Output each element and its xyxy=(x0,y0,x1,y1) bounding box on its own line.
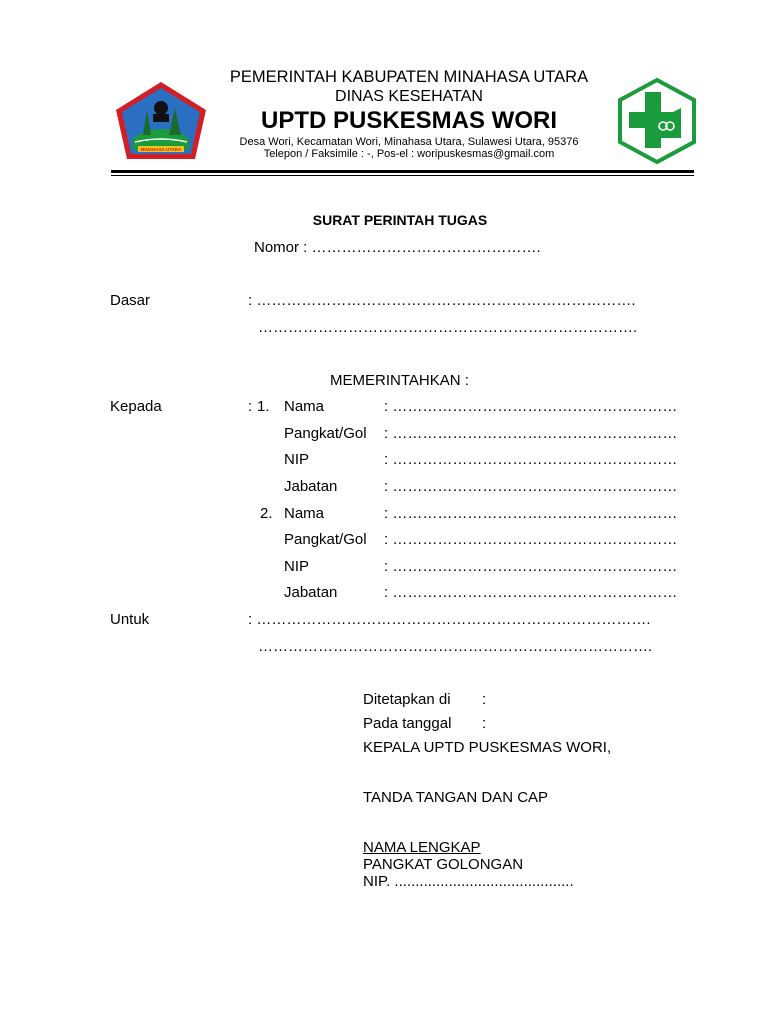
person-1-nama-value: : ………………………………………………… xyxy=(384,398,678,415)
person-2-nip-label: NIP xyxy=(284,558,310,575)
header-department-line: DINAS KESEHATAN xyxy=(335,88,483,105)
person-1-number: 1. xyxy=(257,398,270,415)
person-1-jabatan-label: Jabatan xyxy=(284,478,338,495)
person-1-nama-label: Nama xyxy=(284,398,325,415)
header-rule-thin xyxy=(111,175,694,176)
dasar-line-2: …………………………………………………………………. xyxy=(258,319,638,336)
tanggal-colon: : xyxy=(482,715,487,732)
untuk-line-1: : ……………………………………………………………………. xyxy=(248,611,651,628)
person-1-pangkat-label: Pangkat/Gol xyxy=(284,425,367,442)
signatory-nip: NIP. ........................................... xyxy=(363,873,574,890)
dasar-line-1: : …………………………………………………………………. xyxy=(248,292,636,309)
person-2-nama-value: : ………………………………………………… xyxy=(384,505,678,522)
header-address: Desa Wori, Kecamatan Wori, Minahasa Utara, Sulawesi Utara, 95376 xyxy=(239,136,579,148)
person-1-nip-label: NIP xyxy=(284,451,310,468)
kepada-colon: : xyxy=(248,398,253,415)
ditetapkan-label: Ditetapkan di xyxy=(363,691,451,708)
person-1-nip-value: : ………………………………………………… xyxy=(384,451,678,468)
signatory-position: KEPALA UPTD PUSKESMAS WORI, xyxy=(363,739,612,756)
kepada-label: Kepada xyxy=(110,398,162,415)
person-2-jabatan-value: : ………………………………………………… xyxy=(384,584,678,601)
person-2-nama-label: Nama xyxy=(284,505,325,522)
header-government-line: PEMERINTAH KABUPATEN MINAHASA UTARA xyxy=(229,68,589,86)
person-2-pangkat-label: Pangkat/Gol xyxy=(284,531,367,548)
person-1-pangkat-value: : ………………………………………………… xyxy=(384,425,678,442)
person-2-nip-value: : ………………………………………………… xyxy=(384,558,678,575)
signatory-name: NAMA LENGKAP xyxy=(363,839,481,856)
header-rule-thick xyxy=(111,170,694,173)
untuk-line-2: ……………………………………………………………………. xyxy=(258,638,653,655)
emblem-banner-text: MINAHASA UTARA xyxy=(140,147,182,152)
untuk-label: Untuk xyxy=(110,611,150,628)
minahasa-utara-emblem-logo xyxy=(113,80,209,162)
memerintahkan-heading: MEMERINTAHKAN : xyxy=(330,372,469,389)
header-institution-title: UPTD PUSKESMAS WORI xyxy=(260,107,557,134)
document-number: Nomor : ………………………………………. xyxy=(254,239,541,256)
person-2-number: 2. xyxy=(260,505,273,522)
signatory-rank: PANGKAT GOLONGAN xyxy=(363,856,524,873)
signature-and-stamp-placeholder: TANDA TANGAN DAN CAP xyxy=(363,789,549,806)
header-contact: Telepon / Faksimile : -, Pos-el : woripuskesmas@gmail.com xyxy=(263,148,555,160)
puskesmas-logo xyxy=(617,78,697,164)
person-2-jabatan-label: Jabatan xyxy=(284,584,338,601)
document-title: SURAT PERINTAH TUGAS xyxy=(312,212,488,228)
ditetapkan-colon: : xyxy=(482,691,487,708)
dasar-label: Dasar xyxy=(110,292,151,309)
person-2-pangkat-value: : ………………………………………………… xyxy=(384,531,678,548)
tanggal-label: Pada tanggal xyxy=(363,715,452,732)
person-1-jabatan-value: : ………………………………………………… xyxy=(384,478,678,495)
